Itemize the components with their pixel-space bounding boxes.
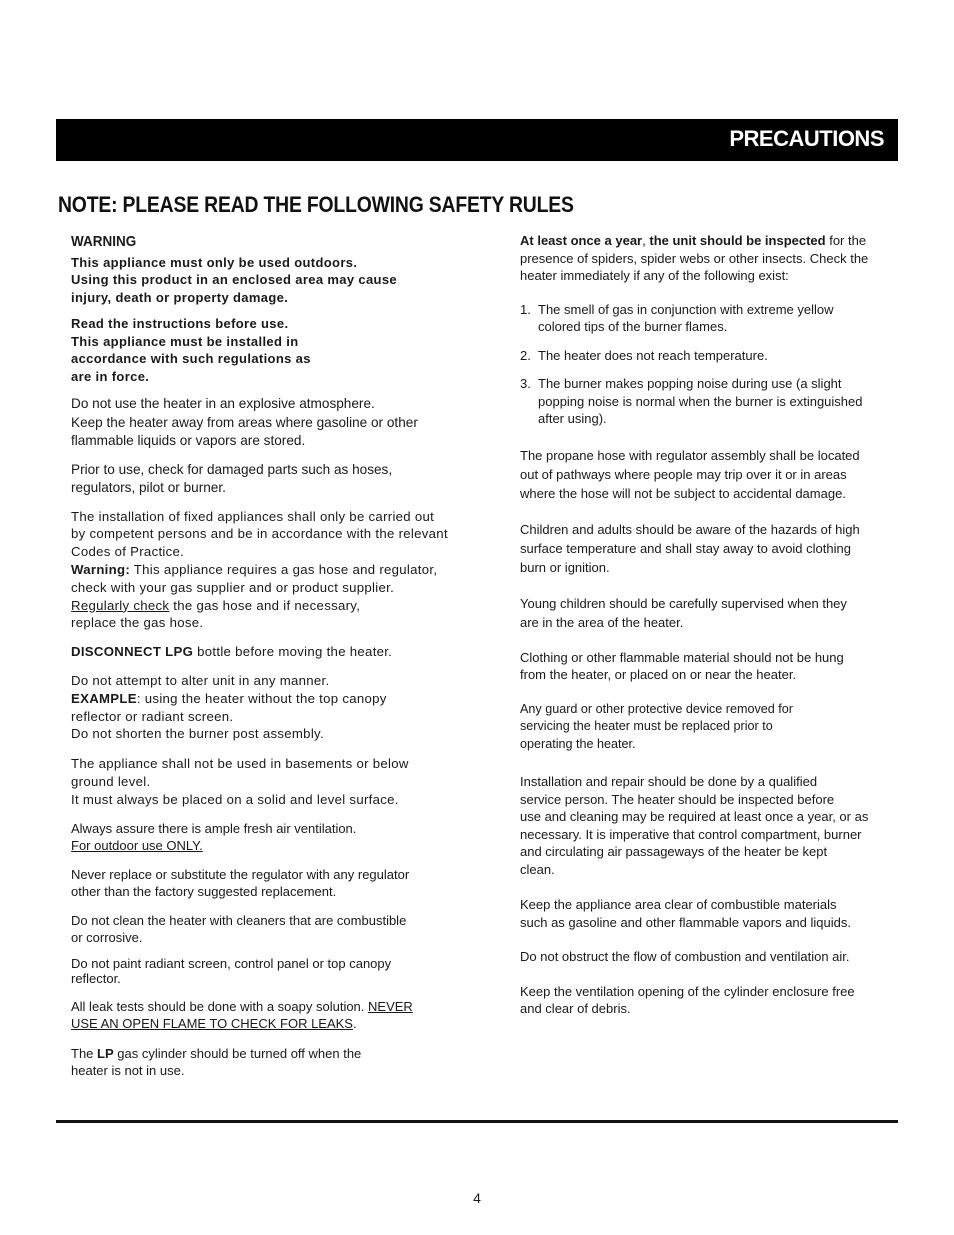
- children-adults-text: Children and adults should be aware of the hazards of high surface temperature and shall stay away to avoid clothing burn or ignition.: [520, 521, 860, 575]
- installation-repair-text: Installation and repair should be done by a qualified service person. The heater should be inspected before use and cleaning may be required at least once a year, or as necessary. It is imperative that control compartment, burner and circulating air passageways of the heater be kept clean.: [520, 774, 869, 877]
- warning-block: [71, 233, 471, 307]
- young-children-text: Young children should be carefully supervised when they are in the area of the heater.: [520, 595, 847, 630]
- never-flame-text-2: USE AN OPEN FLAME TO CHECK FOR LEAKS: [71, 1016, 353, 1032]
- inspect-rest: for the presence of spiders, spider webs or other insects. Check the heater immediately if any of the following exist:: [520, 233, 869, 283]
- period: .: [352, 1016, 357, 1032]
- list-text: The smell of gas in conjunction with extreme yellow colored tips of the burner flames.: [538, 301, 834, 334]
- inspect-bold-2: the unit should be inspected: [649, 233, 826, 248]
- explosive-atmosphere-text: Do not use the heater in an explosive atmosphere. Keep the heater away from areas where gasoline or other flammable liquids or vapors are stored.: [71, 396, 418, 449]
- leak-tests-text: All leak tests should be done with a soapy solution.: [71, 998, 369, 1014]
- lp-pre: The: [71, 1045, 98, 1061]
- left-column: [71, 233, 471, 1080]
- list-item: [520, 375, 890, 428]
- list-number: 2.: [520, 347, 531, 363]
- paint-text: Do not paint radiant screen, control panel or top canopy reflector.: [71, 955, 392, 986]
- inspection-text: [520, 232, 890, 285]
- warning-gas-text: This appliance requires a gas hose and regulator, check with your gas supplier and or product supplier.: [71, 561, 438, 595]
- fresh-air-block: [71, 820, 471, 855]
- outdoor-only-text: For outdoor use ONLY.: [71, 838, 203, 854]
- clothing-text: Clothing or other flammable material should not be hung from the heater, or placed on or near the heater.: [520, 649, 844, 682]
- propane-hose-text: The propane hose with regulator assembly shall be located out of pathways where people may trip over it or in areas where the hose will not be subject to accidental damage.: [520, 447, 860, 501]
- fresh-air-text: Always assure there is ample fresh air ventilation.: [71, 820, 357, 836]
- never-replace-text: Never replace or substitute the regulator with any regulator other than the factory suggested replacement.: [71, 866, 410, 900]
- example-text: : using the heater without the top canopy reflector or radiant screen. Do not shorten the burner post assembly.: [71, 690, 387, 742]
- list-item: [520, 347, 890, 365]
- inspect-comma: ,: [642, 233, 650, 248]
- section-header-bar: [56, 119, 898, 161]
- read-instructions-text: Read the instructions before use. This appliance must be installed in accordance with such regulations as are in force.: [71, 315, 311, 385]
- ventilation-opening-text: Keep the ventilation opening of the cylinder enclosure free and clear of debris.: [520, 983, 855, 1016]
- warning-outdoor-text: This appliance must only be used outdoors. Using this product in an enclosed area may cause injury, death or property damage.: [71, 254, 398, 306]
- warning-title: WARNING: [71, 233, 137, 250]
- prior-check-text: Prior to use, check for damaged parts such as hoses, regulators, pilot or burner.: [71, 461, 393, 496]
- never-flame-text-1: NEVER: [368, 998, 413, 1014]
- disconnect-lpg-label: DISCONNECT LPG: [71, 644, 194, 660]
- list-number: 1.: [520, 301, 531, 317]
- list-text: The burner makes popping noise during use (a slight popping noise is normal when the burner is extinguished after using).: [538, 376, 863, 426]
- warning-label: Warning:: [71, 561, 131, 577]
- fixed-appliance-block: [71, 508, 471, 633]
- regularly-check-text: Regularly check: [71, 597, 170, 613]
- page-number: 4: [473, 1190, 481, 1206]
- guard-text: Any guard or other protective device removed for servicing the heater must be replaced prior to operating the heater.: [520, 701, 794, 751]
- disconnect-lpg-text: bottle before moving the heater.: [193, 644, 393, 660]
- right-column: [520, 232, 890, 1018]
- section-title: PRECAUTIONS: [729, 126, 884, 151]
- cleaners-text: Do not clean the heater with cleaners that are combustible or corrosive.: [71, 912, 407, 946]
- fixed-appliances-text: The installation of fixed appliances shall only be carried out by competent persons and be in accordance with the relevant Codes of Practice.: [71, 508, 448, 560]
- regularly-check-rest: the gas hose and if necessary, replace the gas hose.: [71, 597, 361, 631]
- list-item: [520, 301, 890, 336]
- note-heading: NOTE: PLEASE READ THE FOLLOWING SAFETY RULES: [58, 192, 574, 217]
- list-number: 3.: [520, 376, 531, 391]
- example-label: EXAMPLE: [71, 690, 137, 706]
- list-text: The heater does not reach temperature.: [538, 347, 768, 363]
- footer-divider: [56, 1120, 898, 1123]
- lp-text: gas cylinder should be turned off when the heater is not in use.: [71, 1045, 362, 1079]
- inspect-bold-1: At least once a year: [520, 233, 643, 248]
- alter-text: Do not attempt to alter unit in any manner.: [71, 672, 330, 688]
- obstruct-text: Do not obstruct the flow of combustion and ventilation air.: [520, 949, 850, 964]
- alter-block: [71, 672, 471, 743]
- keep-clear-text: Keep the appliance area clear of combustible materials such as gasoline and other flammable vapors and liquids.: [520, 897, 851, 930]
- lp-label: LP: [97, 1045, 114, 1061]
- basements-text: The appliance shall not be used in basements or below ground level. It must always be placed on a solid and level surface.: [71, 756, 409, 807]
- inspection-list: [520, 301, 890, 428]
